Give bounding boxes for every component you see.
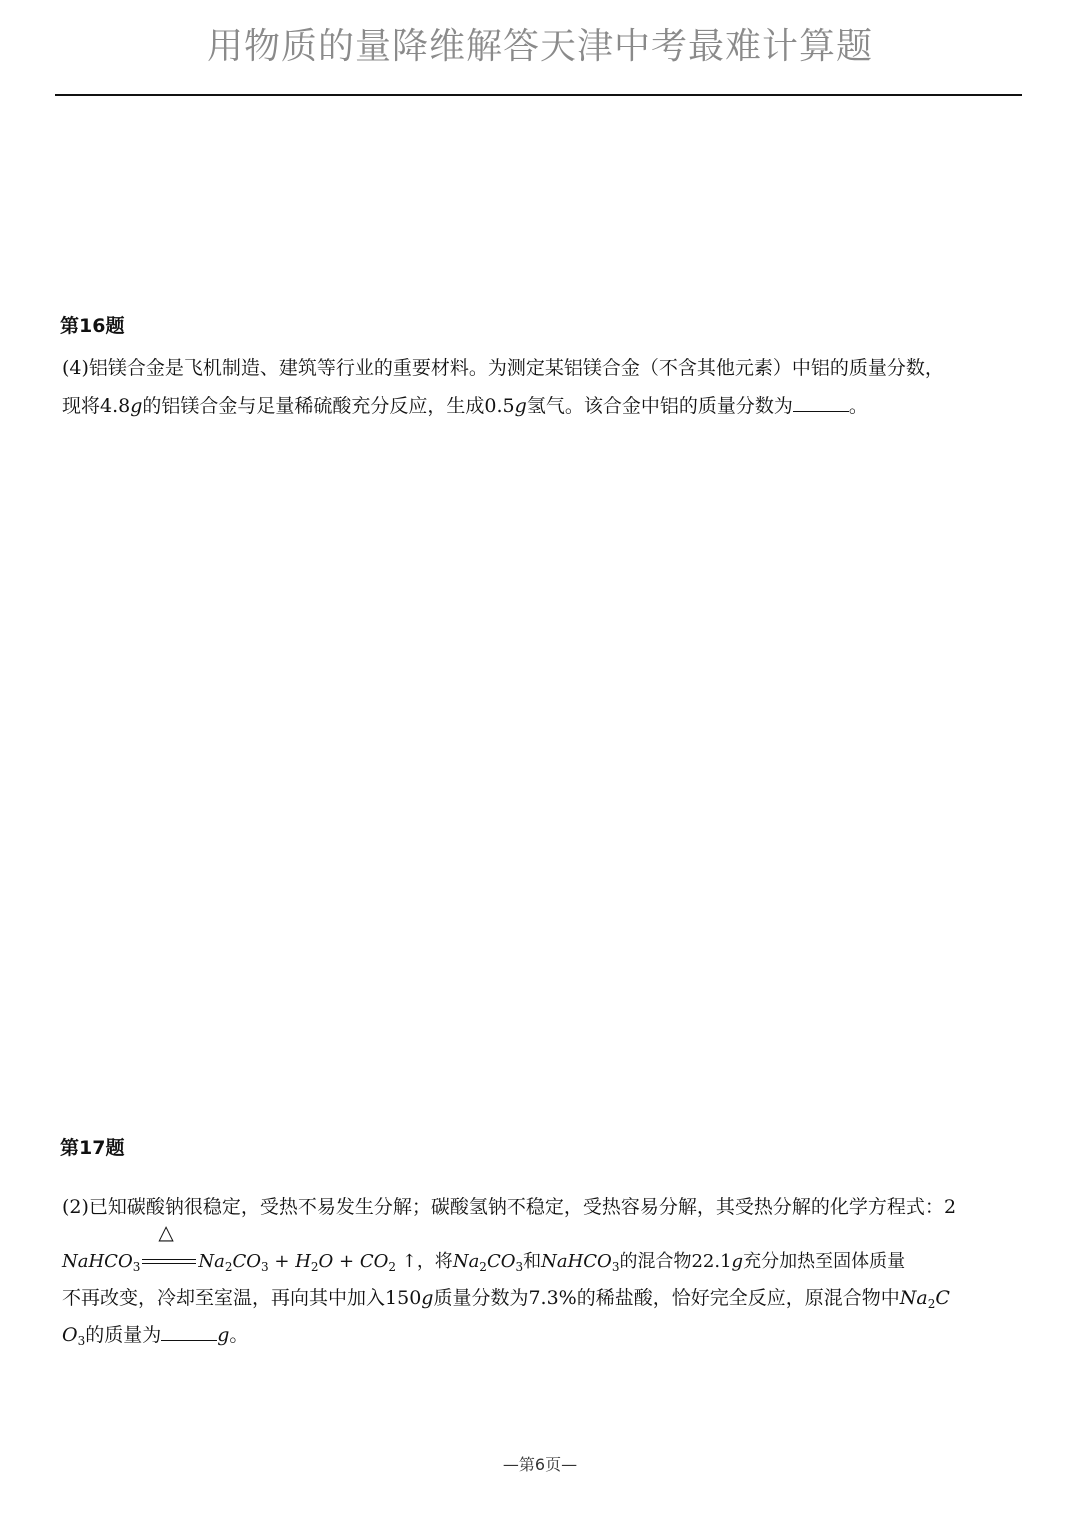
heat-equals-sign (140, 1220, 198, 1274)
formula-co2: CO (359, 1251, 389, 1272)
number: 4.8 (100, 395, 131, 417)
question-17-line-4: $O_3$的质量为 g。 (62, 1324, 249, 1348)
part-label: (4) (62, 357, 89, 379)
text: 铝镁合金是飞机制造、建筑等行业的重要材料。为测定某铝镁合金（不含其他元素）中铝的质量分数， (88, 357, 944, 379)
question-17-heading: 第17题 (60, 1137, 125, 1159)
answer-blank (161, 1322, 217, 1341)
question-17-line-3: 不再改变，冷却至室温，再向其中加入150g质量分数为7.3%的稀盐酸，恰好完全反应，原混合物中$Na_2C$ (62, 1287, 950, 1311)
title-divider (55, 94, 1022, 96)
coefficient: 2 (943, 1196, 957, 1218)
unit: g (514, 395, 527, 417)
text: 现将 (62, 395, 101, 417)
unit: g (130, 395, 143, 417)
heat-triangle-icon: △ (158, 1220, 174, 1244)
question-16-line-2 (62, 393, 868, 418)
answer-blank (793, 393, 849, 412)
page-title: 用物质的量降维解答天津中考最难计算题 (206, 26, 873, 67)
part-label: (2) (62, 1196, 89, 1218)
page-number: —第6页— (502, 1455, 578, 1474)
number: 0.5 (484, 395, 515, 417)
formula-h2o: H (295, 1251, 311, 1272)
text: 的铝镁合金与足量稀硫酸充分反应，生成 (142, 395, 485, 417)
question-17-line-1 (62, 1195, 956, 1219)
question-16-heading: 第16题 (60, 315, 125, 337)
formula-na2co3: Na (198, 1251, 225, 1272)
question-16-line-1 (62, 356, 944, 380)
gas-arrow-icon: ↑ (396, 1251, 417, 1272)
question-17-line-2: NaHCO$_3$ △ $Na_2CO_3 + H_2O + CO_2$ ↑，将$Na_2CO_3$和NaHCO$_3$的混合物22.1g充分加热至固体质量 (62, 1220, 906, 1274)
text: 氢气。该合金中铝的质量分数为 (526, 395, 793, 417)
text: 已知碳酸钠很稳定，受热不易发生分解；碳酸氢钠不稳定，受热容易分解，其受热分解的化学方程式： (88, 1196, 944, 1218)
text: 。 (848, 395, 868, 417)
formula-nahco3: NaHCO (62, 1251, 133, 1272)
